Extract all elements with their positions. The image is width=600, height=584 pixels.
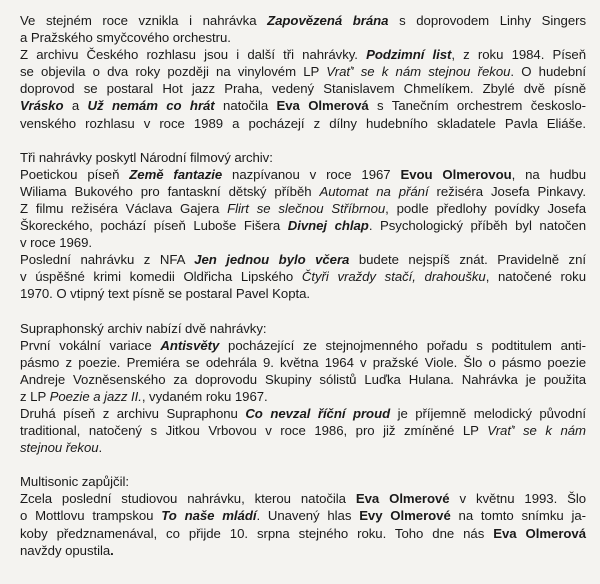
text-line [20, 200, 586, 217]
text-line [20, 490, 586, 507]
text-line [20, 183, 586, 200]
text-line [20, 166, 586, 183]
text-line [20, 388, 586, 405]
emphasis-text: Poezie a jazz II. [49, 388, 142, 404]
text-run: v roce 1969. [20, 235, 92, 251]
text-line [20, 525, 586, 542]
text-line [20, 268, 586, 285]
text-run: Zcela poslední studiovou nahrávku, kterou natočila [20, 491, 356, 507]
text-run: Z filmu režiséra Václava Gajera [20, 200, 228, 216]
text-run: Druhá píseň z archivu Supraphonu [20, 405, 246, 421]
text-line [20, 354, 586, 371]
emphasis-text: Antisvěty [160, 337, 220, 353]
text-line [20, 405, 586, 422]
text-run: venského rozhlasu v roce 1989 a pocházejí z dílny hudebního skladatele Pavla Eliáše. [20, 115, 586, 131]
emphasis-text: . [110, 542, 114, 558]
text-line [20, 80, 586, 97]
text-run: v úspěšné krimi komedii Oldřicha Lipského [20, 269, 302, 285]
text-line [20, 473, 586, 490]
paragraph [20, 473, 586, 558]
emphasis-text: stejnou řekou [20, 440, 99, 456]
emphasis-text: Zapovězená brána [267, 13, 389, 28]
text-run: , natočené roku [485, 269, 586, 285]
text-line [20, 115, 586, 132]
text-line [20, 542, 586, 559]
text-line [20, 337, 586, 354]
emphasis-text: Vrať' se k nám stejnou řekou [326, 64, 511, 80]
text-line [20, 285, 586, 302]
text-line [20, 12, 586, 29]
text-line [20, 234, 586, 251]
text-run: Škoreckého, pochází píseň Luboše Fišera [20, 218, 288, 234]
text-run: . O hudební [510, 64, 586, 80]
text-run: Z archivu Českého rozhlasu jsou i další tři nahrávky. [20, 47, 367, 63]
text-line [20, 217, 586, 234]
text-run: , na hudbu [511, 166, 586, 182]
text-line [20, 439, 586, 456]
text-run: a [63, 98, 88, 114]
emphasis-text: Eva Olmerová [493, 525, 586, 541]
text-run: s doprovodem Linhy Singers [388, 13, 587, 28]
text-run: o Mottlovu trampskou [20, 508, 162, 524]
text-run: . Unavený hlas [256, 508, 360, 524]
emphasis-text: Čtyři vraždy stačí, drahoušku [301, 269, 486, 285]
text-run: . [98, 440, 103, 456]
text-run: Wiliama Bukového pro fantaskní dětský příběh [20, 183, 320, 199]
emphasis-text: Země fantazie [129, 166, 223, 182]
text-line [20, 320, 586, 337]
text-run: Multisonic zapůjčil: [20, 474, 129, 490]
text-line [20, 507, 586, 524]
paragraph [20, 149, 586, 303]
emphasis-text: Vrásko [20, 98, 64, 114]
text-run: pásmo z poezie. Premiéra se odehrála 9. května 1964 v pražské Viole. Šlo o pásmo poezie [20, 354, 586, 370]
emphasis-text: Co nevzal říční proud [245, 405, 391, 421]
text-line [20, 149, 586, 166]
text-run: režiséra Josefa Pinkavy. [428, 183, 586, 199]
emphasis-text: Eva Olmerové [355, 491, 450, 507]
text-run: , podle předlohy povídky Josefa [385, 200, 586, 216]
text-run: budete nejspíš znát. Pravidelně zní [349, 252, 586, 268]
emphasis-text: Vrať' se k nám [487, 423, 586, 439]
text-run: navždy opustila [20, 542, 111, 558]
text-run: na tomto snímku ja- [450, 508, 586, 524]
emphasis-text: Jen jednou bylo včera [194, 252, 350, 268]
text-run: , z roku 1984. Píseň [451, 47, 586, 63]
emphasis-text: Eva Olmerová [276, 98, 369, 114]
text-run: První vokální variace [20, 337, 161, 353]
paragraph [20, 320, 586, 457]
text-run: je příjemně melodický původní [390, 405, 586, 421]
text-run: Poetickou píseň [20, 166, 130, 182]
text-line [20, 63, 586, 80]
text-line [20, 422, 586, 439]
text-run: s Tanečním orchestrem českoslo- [368, 98, 587, 114]
text-run: Andreje Vozněsenského za doprovodu Skupiny sólistů Luďka Hulana. Nahrávka je použita [20, 371, 586, 387]
text-run: Tři nahrávky poskytl Národní filmový archiv: [20, 149, 273, 165]
emphasis-text: To naše mládí [161, 508, 257, 524]
paragraph [20, 12, 586, 132]
text-run: Poslední nahrávku z NFA [20, 252, 195, 268]
text-run: natočila [214, 98, 277, 114]
emphasis-text: Už nemám co hrát [87, 98, 215, 114]
text-run: 1970. O vtipný text písně se postaral Pavel Kopta. [20, 286, 310, 302]
text-run: se objevila o dva roky později na vinylovém LP [20, 64, 327, 80]
emphasis-text: Divnej chlap [287, 218, 369, 234]
text-run: Supraphonský archiv nabízí dvě nahrávky: [20, 320, 267, 336]
emphasis-text: Evy Olmerové [359, 508, 451, 524]
text-line [20, 29, 586, 46]
text-line [20, 371, 586, 388]
text-line [20, 46, 586, 63]
text-run: a Pražského smyčcového orchestru. [20, 30, 231, 46]
text-run: traditional, natočený s Jitkou Vrbovou v roce 1986, pro již zmíněné LP [20, 423, 488, 439]
text-run: pocházející ze stejnojmenného pořadu s podtitulem anti- [219, 337, 586, 353]
text-run: . Psychologický příběh byl natočen [368, 218, 586, 234]
text-line [20, 251, 586, 268]
emphasis-text: Automat na přání [319, 183, 429, 199]
text-run: Ve stejném roce vznikla i nahrávka [20, 13, 268, 28]
emphasis-text: Flirt se slečnou Stříbrnou [227, 200, 386, 216]
text-run: nazpívanou v roce 1967 [222, 166, 401, 182]
text-run: v květnu 1993. Šlo [449, 491, 587, 507]
text-line [20, 97, 586, 114]
emphasis-text: Podzimní list [366, 47, 452, 63]
emphasis-text: Evou Olmerovou [400, 166, 512, 182]
text-run: z LP [20, 388, 50, 404]
text-run: , vydaném roku 1967. [141, 388, 268, 404]
text-run: koby předznamenával, co přijde 10. srpna stejného roku. Toho dne nás [20, 525, 494, 541]
text-run: doprovod se postaral Hot jazz Praha, vedený Stanislavem Chmelíkem. Zbylé dvě písně [20, 81, 586, 97]
